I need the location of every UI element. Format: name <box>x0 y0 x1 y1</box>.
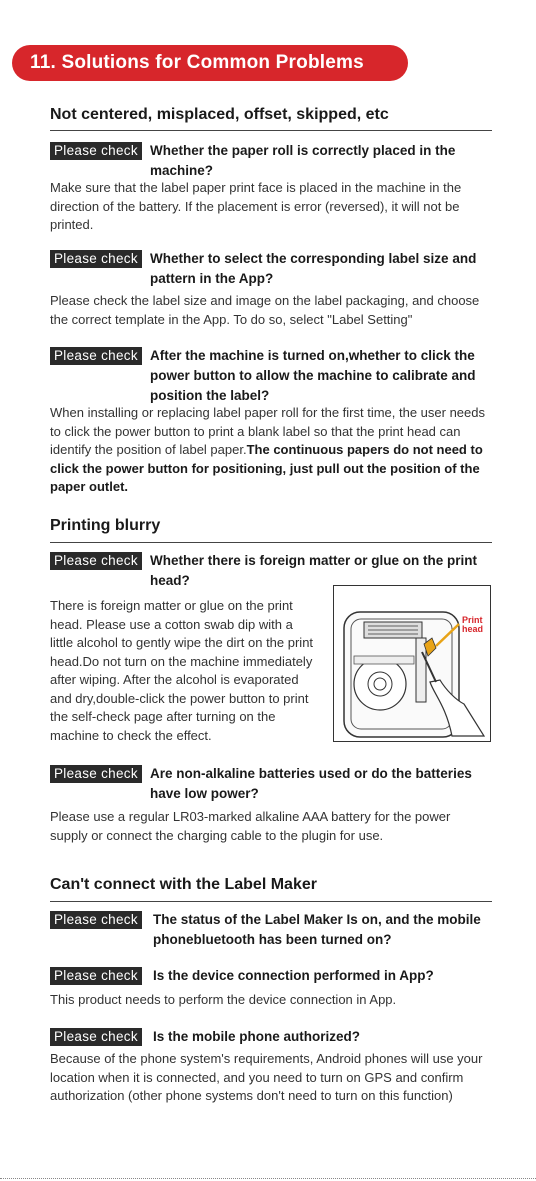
please-check-label: Please check <box>50 911 142 929</box>
check-answer: Because of the phone system's requirements, Android phones will use your location when it is connected, and you need to turn on GPS and confirm authorization (other phone systems don't need to turn on this function) <box>50 1051 483 1103</box>
please-check-label: Please check <box>50 967 142 985</box>
answer-text: When installing or replacing label paper roll for the first time, the user needs to click the power button to print a blank label so that the print head can identify the position of label paper. <box>50 405 485 457</box>
check-answer: Please check the label size and image on the label packaging, and choose the correct template in the App. To do so, select "Label Setting" <box>50 293 480 327</box>
section-title-blurry: Printing blurry <box>50 517 161 534</box>
please-check-label: Please check <box>50 765 142 783</box>
check-answer: Please use a regular LR03-marked alkaline AAA battery for the power supply or connect the charging cable to the plugin for use. <box>50 809 451 843</box>
check-question: Is the device connection performed in App? <box>153 968 434 983</box>
check-question: After the machine is turned on,whether to click the power button to allow the machine to calibrate and position the label? <box>150 348 476 403</box>
check-question: Whether the paper roll is correctly placed in the machine? <box>150 143 456 178</box>
section-divider <box>50 542 492 543</box>
check-answer <box>50 404 490 497</box>
print-head-callout: Print head <box>462 615 484 634</box>
page-bottom-rule <box>0 1178 536 1179</box>
please-check-label: Please check <box>50 347 142 365</box>
please-check-label: Please check <box>50 142 142 160</box>
check-question: Whether to select the corresponding label size and pattern in the App? <box>150 251 477 286</box>
section-divider <box>50 901 492 902</box>
section-divider <box>50 130 492 131</box>
check-question: Whether there is foreign matter or glue on the print head? <box>150 553 478 588</box>
page-banner: 11. Solutions for Common Problems <box>12 45 408 81</box>
section-title-misplaced: Not centered, misplaced, offset, skipped, etc <box>50 106 389 123</box>
check-question: Is the mobile phone authorized? <box>153 1029 361 1044</box>
check-question: Are non-alkaline batteries used or do the batteries have low power? <box>150 766 472 801</box>
section-title-connect: Can't connect with the Label Maker <box>50 876 317 893</box>
check-answer: Make sure that the label paper print face is placed in the machine in the direction of the battery. If the placement is error (reversed), it will not be printed. <box>50 180 462 232</box>
print-head-figure <box>333 585 491 742</box>
check-answer: This product needs to perform the device connection in App. <box>50 992 397 1007</box>
check-question: The status of the Label Maker Is on, and the mobile phonebluetooth has been turned on? <box>153 912 481 947</box>
check-answer: There is foreign matter or glue on the print head. Please use a cotton swab dip with a little alcohol to gently wipe the dirt on the print head.Do not turn on the machine immediately after wiping. After the alcohol is evaporated and dry,double-click the power button to print the self-check page after turning on the machine to check the effect. <box>50 598 314 743</box>
please-check-label: Please check <box>50 552 142 570</box>
printer-illustration <box>334 586 490 741</box>
please-check-label: Please check <box>50 250 142 268</box>
please-check-label: Please check <box>50 1028 142 1046</box>
answer-bold-note: The continuous papers do not need to click the power button for positioning, just pull out the position of the paper outlet. <box>50 442 483 494</box>
